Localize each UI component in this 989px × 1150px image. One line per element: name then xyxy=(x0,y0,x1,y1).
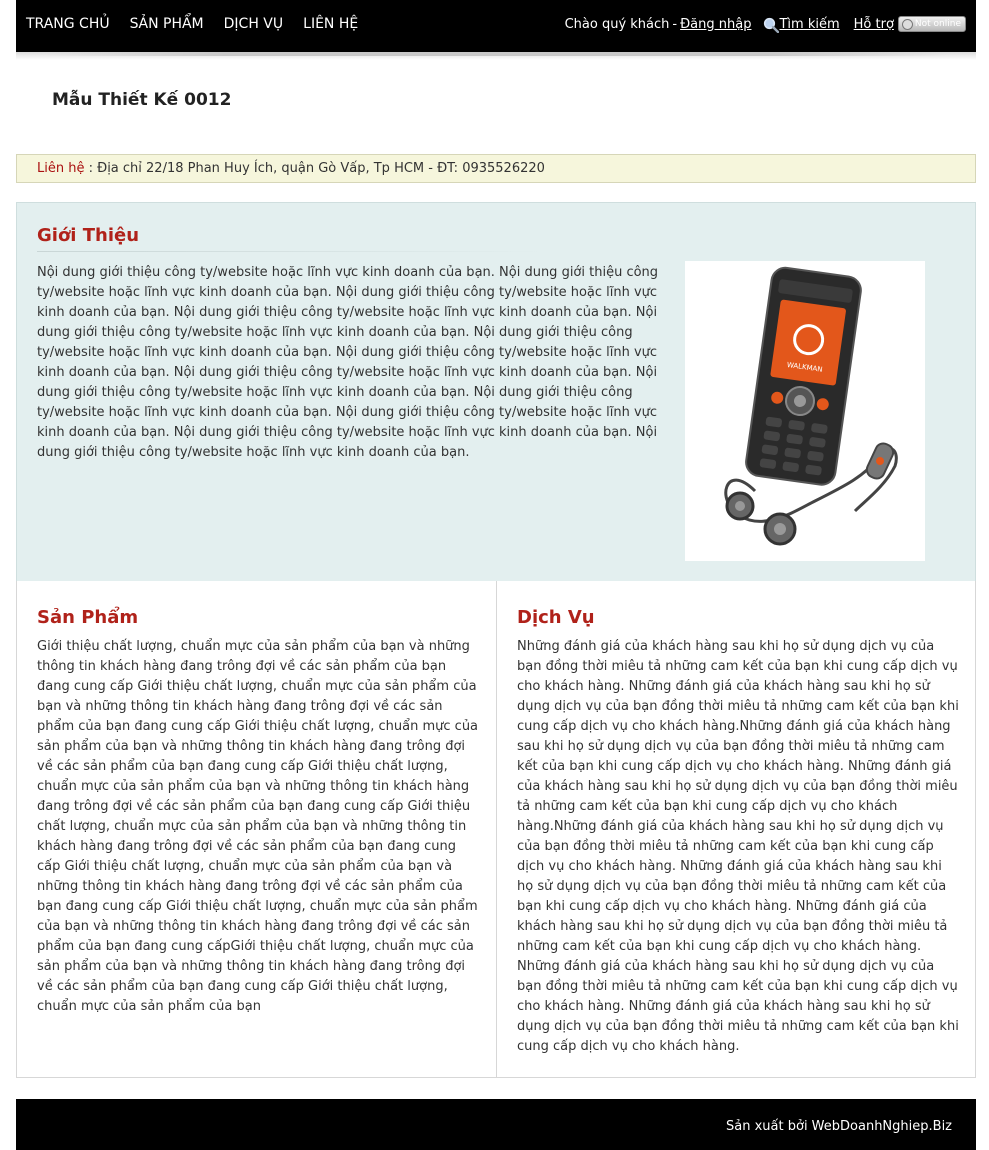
contact-info: : Địa chỉ 22/18 Phan Huy Ích, quận Gò Vấp, Tp HCM - ĐT: 0935526220 xyxy=(88,161,545,176)
search-link[interactable]: Tìm kiếm xyxy=(779,16,840,32)
intro-body: Nội dung giới thiệu công ty/website hoặc lĩnh vực kinh doanh của bạn. Nội dung giới thiệu công ty/website hoặc lĩnh vực kinh doanh của bạn. Nội dung giới thiệu công ty/website hoặc lĩnh vực kinh doanh của bạn. Nội dung giới thiệu công ty/website hoặc lĩnh vực kinh doanh của bạn. Nội dung giới thiệu công ty/website hoặc lĩnh vực kinh doanh của bạn. Nội dung giới thiệu công ty/website hoặc lĩnh vực kinh doanh của bạn. Nội dung giới thiệu công ty/website hoặc lĩnh vực kinh doanh của bạn. Nội dung giới thiệu công ty/website hoặc lĩnh vực kinh doanh của bạn. Nội dung giới thiệu công ty/website hoặc lĩnh vực kinh doanh của bạn. Nội dung giới thiệu công ty/website hoặc lĩnh vực kinh doanh của bạn. Nội dung giới thiệu công ty/website hoặc lĩnh vực kinh doanh của bạn. Nội dung giới thiệu công ty/website hoặc lĩnh vực kinh doanh của bạn. Nội dung giới thiệu công ty/website hoặc lĩnh vực kinh doanh của bạn. xyxy=(37,265,659,460)
greeting-text: Chào quý khách xyxy=(564,16,670,32)
main-menu xyxy=(26,16,378,32)
nav-item-home[interactable]: TRANG CHỦ xyxy=(26,16,110,32)
nav-item-services[interactable]: DỊCH VỤ xyxy=(223,16,284,32)
product-phone-image xyxy=(685,261,925,561)
contact-bar xyxy=(16,154,976,183)
user-toolbar xyxy=(565,16,966,32)
magnifier-icon[interactable] xyxy=(763,17,777,31)
contact-label: Liên hệ xyxy=(37,161,85,176)
intro-section xyxy=(16,202,976,582)
top-nav-bar xyxy=(16,0,976,52)
separator: - xyxy=(672,16,678,32)
intro-title: Giới Thiệu xyxy=(37,225,140,246)
services-body: Những đánh giá của khách hàng sau khi họ sử dụng dịch vụ của bạn đồng thời miêu tả những cam kết của bạn khi cung cấp dịch vụ cho khách hàng. Những đánh giá của khách hàng sau khi họ sử dụng dịch vụ của bạn đồng thời miêu tả những cam kết của bạn khi cung cấp dịch vụ cho khách hàng.Những đánh giá của khách hàng sau khi họ sử dụng dịch vụ của bạn đồng thời miêu tả những cam kết của bạn khi cung cấp dịch vụ cho khách hàng. Những đánh giá của khách hàng sau khi họ sử dụng dịch vụ của bạn đồng thời miêu tả những cam kết của bạn khi cung cấp dịch vụ cho khách hàng.Những đánh giá của khách hàng sau khi họ sử dụng dịch vụ của bạn đồng thời miêu tả những cam kết của bạn khi cung cấp dịch vụ cho khách hàng. Những đánh giá của khách hàng sau khi họ sử dụng dịch vụ của bạn đồng thời miêu tả những cam kết của bạn khi cung cấp dịch vụ cho khách hàng. Những đánh giá của khách hàng sau khi họ sử dụng dịch vụ của bạn đồng thời miêu tả những cam kết của bạn khi cung cấp dịch vụ cho khách hàng. Những đánh giá của khách hàng sau khi họ sử dụng dịch vụ của bạn đồng thời miêu tả những cam kết của bạn khi cung cấp dịch vụ cho khách hàng. Những đánh giá của khách hàng sau khi họ sử dụng dịch vụ của bạn đồng thời miêu tả những cam kết của bạn khi cung cấp dịch vụ cho khách hàng. xyxy=(517,639,959,1054)
products-title: Sản Phẩm xyxy=(37,607,139,628)
column-divider xyxy=(496,581,497,1077)
nav-item-contact[interactable]: LIÊN HỆ xyxy=(303,16,359,32)
products-body: Giới thiệu chất lượng, chuẩn mực của sản phẩm của bạn và những thông tin khách hàng đang trông đợi về các sản phẩm của bạn đang cung cấp Giới thiệu chất lượng, chuẩn mực của sản phẩm của bạn và những thông tin khách hàng đang trông đợi về các sản phẩm của bạn đang cung cấp Giới thiệu chất lượng, chuẩn mực của sản phẩm của bạn và những thông tin khách hàng đang trông đợi về các sản phẩm của bạn đang cung cấp Giới thiệu chất lượng, chuẩn mực của sản phẩm của bạn và những thông tin khách hàng đang trông đợi về các sản phẩm của bạn đang cung cấp Giới thiệu chất lượng, chuẩn mực của sản phẩm của bạn và những thông tin khách hàng đang trông đợi về các sản phẩm của bạn đang cung cấp Giới thiệu chất lượng, chuẩn mực của sản phẩm của bạn và những thông tin khách hàng đang trông đợi về các sản phẩm của bạn đang cung cấp Giới thiệu chất lượng, chuẩn mực của sản phẩm của bạn và những thông tin khách hàng đang trông đợi về các sản phẩm của bạn đang cung cấpGiới thiệu chất lượng, chuẩn mực của sản phẩm của bạn và những thông tin khách hàng đang trông đợi về các sản phẩm của bạn đang cung cấp Giới thiệu chất lượng, chuẩn mực của sản phẩm của bạn xyxy=(37,639,479,1014)
nav-item-products[interactable]: SẢN PHẨM xyxy=(129,16,204,32)
walkman-logo: WALKMAN xyxy=(786,360,824,374)
footer-credit[interactable]: Sản xuất bởi WebDoanhNghiep.Biz xyxy=(726,1119,952,1134)
login-link[interactable]: Đăng nhập xyxy=(680,16,752,32)
online-status-badge[interactable] xyxy=(898,16,966,32)
columns-section xyxy=(16,581,976,1078)
nav-shadow xyxy=(16,52,976,60)
services-title: Dịch Vụ xyxy=(517,607,595,628)
site-title: Mẫu Thiết Kế 0012 xyxy=(52,90,232,110)
status-dot-icon xyxy=(902,19,913,30)
footer xyxy=(16,1099,976,1150)
intro-divider xyxy=(37,251,542,252)
status-text: Not online xyxy=(914,19,961,29)
support-link[interactable]: Hỗ trợ xyxy=(853,16,894,32)
